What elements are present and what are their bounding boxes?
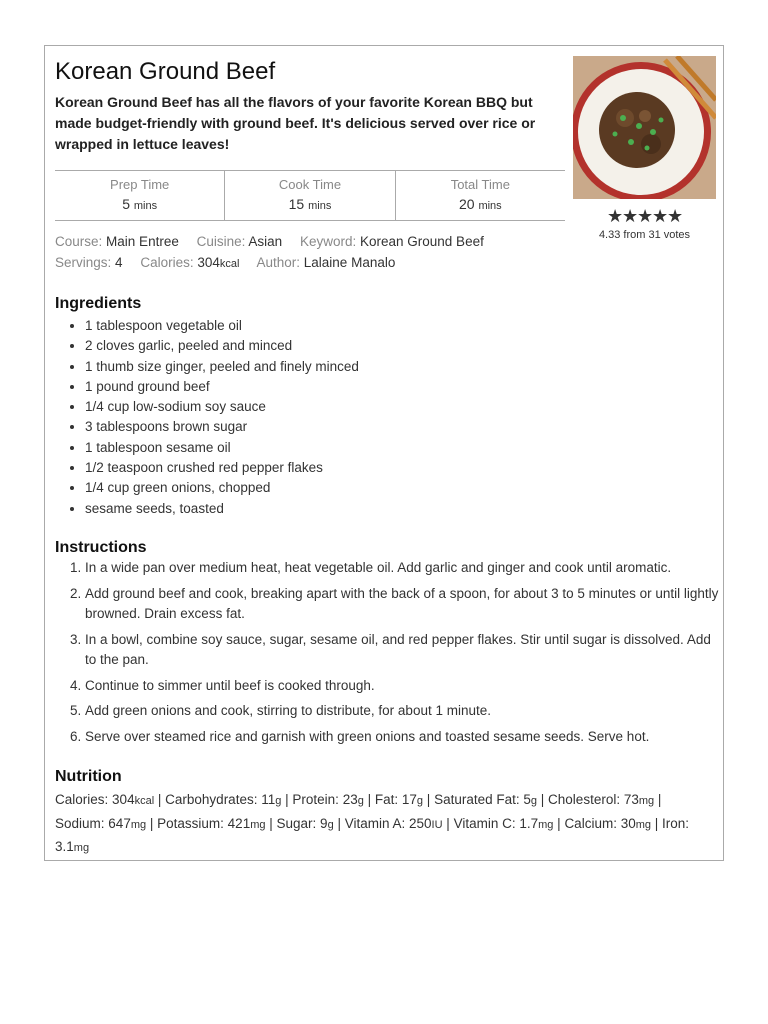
nutrition-label: Sugar: <box>276 815 317 831</box>
nutrition-value: 9 <box>320 815 328 831</box>
cook-time-value: 15 <box>288 196 305 212</box>
instructions-heading: Instructions <box>55 539 147 556</box>
recipe-card <box>44 45 724 861</box>
prep-time-label: Prep Time <box>110 177 170 192</box>
nutrition-unit: kcal <box>134 795 155 807</box>
recipe-title: Korean Ground Beef <box>55 58 276 85</box>
nutrition-item <box>375 792 423 807</box>
total-time-label: Total Time <box>450 177 510 192</box>
cook-time-label: Cook Time <box>278 177 342 192</box>
list-item: 2. Add ground beef and cook, breaking apart with the back of a spoon, for about 3 to 5 minutes or until lightly browned. Drain excess fat. <box>85 584 721 625</box>
author-value: Lalaine Manalo <box>303 255 396 270</box>
nutrition-value: 250 <box>409 815 432 831</box>
nutrition-label: Potassium: <box>157 815 224 831</box>
nutrition-item <box>277 816 334 831</box>
recipe-photo <box>573 56 716 199</box>
prep-time-value: 5 <box>122 196 130 212</box>
nutrition-value: 421 <box>227 815 251 831</box>
nutrition-item <box>548 792 654 807</box>
nutrition-unit: mg <box>635 818 652 831</box>
nutrition-value: 3.1 <box>55 839 74 854</box>
list-item: • 1 thumb size ginger, peeled and finely minced <box>85 357 725 377</box>
nutrition-value: 73 <box>623 792 639 807</box>
list-item: • 1 tablespoon vegetable oil <box>85 316 725 336</box>
prep-time-unit: mins <box>133 200 158 212</box>
list-item: • 1/4 cup low-sodium soy sauce <box>85 397 725 417</box>
servings-label: Servings: <box>55 255 112 270</box>
nutrition-unit: mg <box>73 842 90 854</box>
rating <box>573 206 716 241</box>
list-item: 5. Add green onions and cook, stirring to distribute, for about 1 minute. <box>85 701 721 722</box>
nutrition-item <box>55 792 154 807</box>
nutrition-value: 11 <box>261 792 276 807</box>
keyword-label: Keyword: <box>299 234 357 249</box>
nutrition-facts: Calories: 304kcal | Carbohydrates: 11g | Protein: 23g | Fat: 17g | Saturated Fat: 5g | Cholesterol: 73mg | Sodium: 647mg | Potassium: 421mg | Sugar: 9g | Vitamin A: 250IU | Vitamin C: 1.7mg | Calcium: 30mg | Iron: 3.1mg <box>55 792 690 854</box>
prep-time <box>55 171 224 220</box>
list-item: • sesame seeds, toasted <box>85 499 725 519</box>
cuisine-value: Asian <box>248 234 283 249</box>
nutrition-item <box>55 816 146 831</box>
nutrition-label: Fat: <box>374 792 399 807</box>
nutrition-label: Calories: <box>55 792 109 807</box>
nutrition-value: 304 <box>112 792 135 807</box>
list-item: 6. Serve over steamed rice and garnish with green onions and toasted sesame seeds. Serve hot. <box>85 727 721 748</box>
total-time <box>395 171 565 220</box>
nutrition-item <box>345 816 443 831</box>
instructions-list <box>55 558 721 752</box>
nutrition-unit: mg <box>250 818 266 831</box>
list-item: • 1 pound ground beef <box>85 377 725 397</box>
servings-value: 4 <box>115 255 123 270</box>
nutrition-unit: mg <box>638 795 655 807</box>
nutrition-value: 23 <box>342 792 358 807</box>
nutrition-item <box>454 816 554 831</box>
nutrition-value: 647 <box>108 815 131 831</box>
star-icon[interactable]: ★ <box>622 206 639 226</box>
nutrition-unit: mg <box>130 818 147 831</box>
nutrition-label: Saturated Fat: <box>434 792 520 807</box>
cook-time-unit: mins <box>308 200 332 212</box>
nutrition-heading: Nutrition <box>55 768 122 785</box>
course-label: Course: <box>55 234 103 249</box>
recipe-summary: Korean Ground Beef has all the flavors of your favorite Korean BBQ but made budget-friendly with ground beef. It's delicious served over rice or wrapped in lettuce leaves! <box>55 94 536 152</box>
nutrition-value: 30 <box>620 815 636 831</box>
keyword-value: Korean Ground Beef <box>360 234 484 249</box>
list-item: 3. In a bowl, combine soy sauce, sugar, sesame oil, and red pepper flakes. Stir until sugar is dissolved. Add to the pan. <box>85 630 721 671</box>
list-item: • 1/4 cup green onions, chopped <box>85 478 725 498</box>
nutrition-label: Iron: <box>662 815 690 831</box>
nutrition-value: 1.7 <box>519 815 539 831</box>
nutrition-value: 17 <box>401 792 417 807</box>
star-icon[interactable]: ★ <box>667 206 684 226</box>
nutrition-label: Sodium: <box>55 815 105 831</box>
nutrition-label: Protein: <box>292 792 339 807</box>
star-icon[interactable]: ★ <box>607 206 624 226</box>
calories-value: 304 <box>197 255 220 270</box>
total-time-value: 20 <box>458 196 475 212</box>
list-item: 4. Continue to simmer until beef is cooked through. <box>85 676 721 697</box>
star-icon[interactable]: ★ <box>637 206 654 226</box>
course-value: Main Entree <box>106 234 179 249</box>
nutrition-unit: g <box>327 818 334 831</box>
nutrition-unit: g <box>416 795 424 807</box>
time-table <box>55 170 565 221</box>
nutrition-value: 5 <box>523 792 531 807</box>
rating-votes: 4.33 from 31 votes <box>598 229 691 241</box>
ingredients-heading: Ingredients <box>55 295 142 312</box>
nutrition-label: Vitamin A: <box>344 815 406 831</box>
meta-row-1 <box>55 231 484 252</box>
nutrition-unit: g <box>530 795 538 807</box>
nutrition-unit: mg <box>538 818 554 831</box>
nutrition-item <box>165 792 281 807</box>
nutrition-label: Calcium: <box>564 815 617 831</box>
nutrition-label: Carbohydrates: <box>165 792 258 807</box>
nutrition-item <box>292 792 363 807</box>
nutrition-unit: g <box>275 795 282 807</box>
cuisine-label: Cuisine: <box>196 234 246 249</box>
list-item: 1. In a wide pan over medium heat, heat vegetable oil. Add garlic and ginger and cook until aromatic. <box>85 558 721 579</box>
rating-stars[interactable] <box>573 206 716 226</box>
cook-time <box>224 171 394 220</box>
nutrition-label: Vitamin C: <box>453 815 516 831</box>
calories-unit: kcal <box>219 258 240 270</box>
meta-row-2 <box>55 252 395 275</box>
ingredients-list <box>55 316 725 519</box>
nutrition-unit: g <box>357 795 364 807</box>
nutrition-item <box>564 816 651 831</box>
nutrition-item <box>157 816 265 831</box>
nutrition-label: Cholesterol: <box>548 792 621 807</box>
nutrition-item <box>434 792 537 807</box>
star-icon[interactable]: ★ <box>652 206 669 226</box>
total-time-unit: mins <box>478 200 502 212</box>
calories-label: Calories: <box>140 255 194 270</box>
list-item: • 1 tablespoon sesame oil <box>85 438 725 458</box>
nutrition-unit: IU <box>431 818 443 831</box>
list-item: • 2 cloves garlic, peeled and minced <box>85 336 725 356</box>
list-item: • 1/2 teaspoon crushed red pepper flakes <box>85 458 725 478</box>
list-item: • 3 tablespoons brown sugar <box>85 417 725 437</box>
author-label: Author: <box>256 255 301 270</box>
